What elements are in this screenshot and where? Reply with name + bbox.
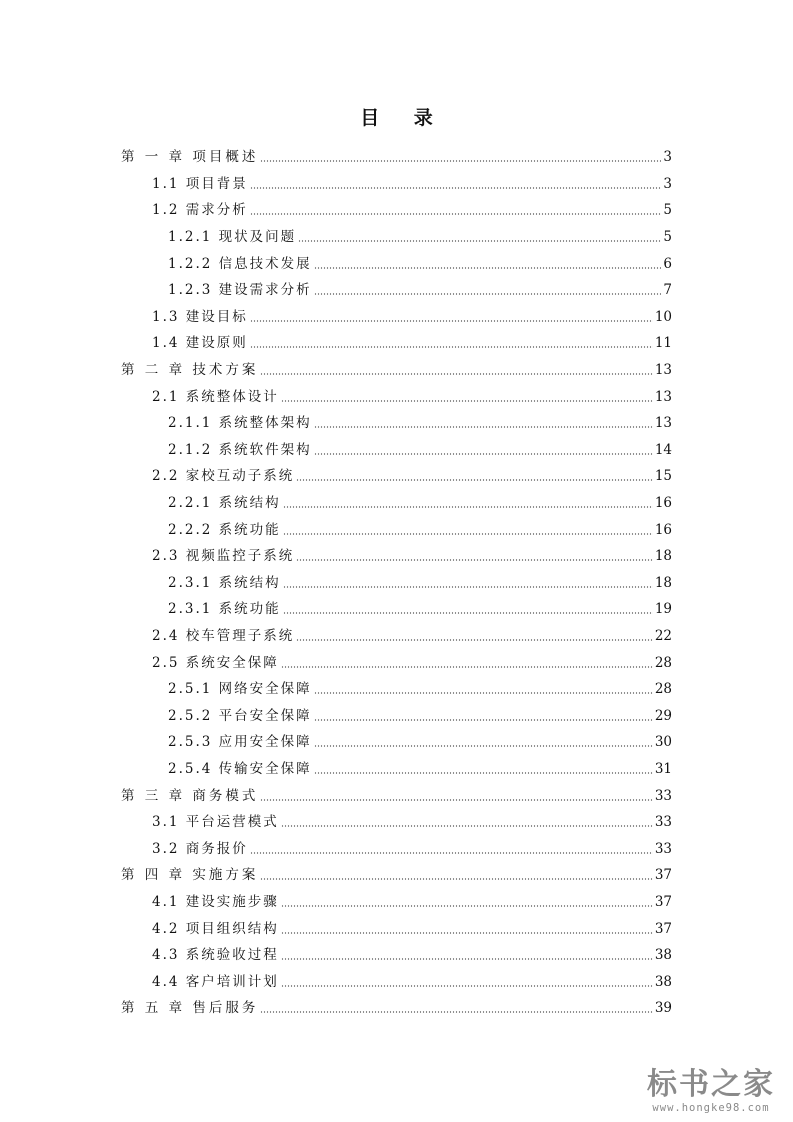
toc-entry-title: 第 三 章 商务模式 bbox=[121, 787, 259, 804]
toc-entry-page-number: 18 bbox=[654, 574, 672, 591]
toc-entry-page-number: 39 bbox=[654, 1000, 672, 1017]
dot-leader bbox=[283, 533, 653, 535]
toc-entry[interactable] bbox=[168, 729, 672, 756]
toc-entry[interactable] bbox=[168, 437, 672, 464]
dot-leader bbox=[250, 346, 653, 348]
toc-entry-title: 第 四 章 实施方案 bbox=[121, 867, 259, 884]
dot-leader bbox=[296, 639, 653, 641]
toc-entry-page-number: 16 bbox=[654, 521, 672, 538]
toc-entry[interactable] bbox=[152, 889, 672, 916]
toc-entry[interactable] bbox=[152, 809, 672, 836]
toc-entry[interactable] bbox=[152, 171, 672, 198]
toc-entry-page-number: 33 bbox=[654, 840, 672, 857]
toc-entry[interactable] bbox=[152, 197, 672, 224]
toc-entry-page-number: 3 bbox=[663, 149, 672, 166]
dot-leader bbox=[314, 719, 653, 721]
toc-entry[interactable] bbox=[168, 410, 672, 437]
dot-leader bbox=[281, 958, 653, 960]
dot-leader bbox=[281, 400, 653, 402]
toc-entry[interactable] bbox=[152, 304, 672, 331]
toc-entry-title: 1.2.2 信息技术发展 bbox=[168, 255, 312, 272]
toc-entry-title: 3.1 平台运营模式 bbox=[152, 814, 279, 831]
toc-entry[interactable] bbox=[121, 862, 672, 889]
toc-entry-title: 第 五 章 售后服务 bbox=[121, 1000, 259, 1017]
toc-entry[interactable] bbox=[152, 330, 672, 357]
toc-entry[interactable] bbox=[168, 224, 672, 251]
toc-entry-page-number: 33 bbox=[654, 814, 672, 831]
toc-entry-page-number: 6 bbox=[663, 255, 672, 272]
toc-entry-title: 2.3.1 系统结构 bbox=[168, 574, 281, 591]
toc-entry[interactable] bbox=[121, 357, 672, 384]
toc-entry-title: 1.2 需求分析 bbox=[152, 202, 248, 219]
toc-entry-title: 2.5 系统安全保障 bbox=[152, 654, 279, 671]
dot-leader bbox=[314, 453, 653, 455]
toc-entry-title: 2.5.3 应用安全保障 bbox=[168, 734, 312, 751]
toc-entry[interactable] bbox=[121, 144, 672, 171]
toc-entry[interactable] bbox=[168, 250, 672, 277]
toc-entry-page-number: 5 bbox=[663, 229, 672, 246]
toc-entry-page-number: 28 bbox=[654, 654, 672, 671]
toc-entry-title: 2.5.1 网络安全保障 bbox=[168, 681, 312, 698]
toc-entry-page-number: 13 bbox=[654, 415, 672, 432]
toc-entry-title: 2.1.2 系统软件架构 bbox=[168, 441, 312, 458]
dot-leader bbox=[283, 586, 653, 588]
toc-entry[interactable] bbox=[168, 756, 672, 783]
toc-entry[interactable] bbox=[152, 835, 672, 862]
toc-entry-page-number: 14 bbox=[654, 441, 672, 458]
dot-leader bbox=[260, 373, 652, 375]
dot-leader bbox=[281, 666, 653, 668]
toc-title: 目 录 bbox=[360, 107, 447, 129]
watermark-logo: 标书之家 bbox=[647, 1067, 775, 1102]
dot-leader bbox=[260, 799, 652, 801]
toc-entry-page-number: 22 bbox=[654, 627, 672, 644]
toc-entry-page-number: 30 bbox=[654, 734, 672, 751]
toc-entry-page-number: 37 bbox=[654, 893, 672, 910]
toc-entry-title: 4.1 建设实施步骤 bbox=[152, 893, 279, 910]
dot-leader bbox=[296, 479, 653, 481]
dot-leader bbox=[260, 878, 652, 880]
dot-leader bbox=[314, 692, 653, 694]
toc-entry-title: 4.3 系统验收过程 bbox=[152, 947, 279, 964]
toc-entry-title: 2.4 校车管理子系统 bbox=[152, 627, 295, 644]
dot-leader bbox=[283, 612, 653, 614]
watermark-url: www.hongke98.com bbox=[652, 1102, 770, 1114]
toc-entry-page-number: 16 bbox=[654, 495, 672, 512]
toc-entry-page-number: 37 bbox=[654, 867, 672, 884]
toc-entry-page-number: 3 bbox=[663, 175, 672, 192]
dot-leader bbox=[260, 1011, 652, 1013]
toc-entry-title: 2.2.2 系统功能 bbox=[168, 521, 281, 538]
toc-entry-page-number: 33 bbox=[654, 787, 672, 804]
toc-entry-title: 2.5.2 平台安全保障 bbox=[168, 707, 312, 724]
toc-entry-page-number: 38 bbox=[654, 947, 672, 964]
toc-entry-page-number: 5 bbox=[663, 202, 672, 219]
toc-entry-page-number: 11 bbox=[654, 335, 672, 352]
dot-leader bbox=[314, 426, 653, 428]
dot-leader bbox=[314, 745, 653, 747]
toc-entry-title: 2.3.1 系统功能 bbox=[168, 601, 281, 618]
toc-entry-page-number: 13 bbox=[654, 362, 672, 379]
toc-entry-page-number: 13 bbox=[654, 388, 672, 405]
toc-entry-title: 2.2.1 系统结构 bbox=[168, 495, 281, 512]
toc-entry-title: 第 二 章 技术方案 bbox=[121, 362, 259, 379]
dot-leader bbox=[250, 852, 653, 854]
dot-leader bbox=[314, 772, 653, 774]
dot-leader bbox=[250, 320, 653, 322]
toc-entry-title: 1.4 建设原则 bbox=[152, 335, 248, 352]
toc-entry-title: 2.3 视频监控子系统 bbox=[152, 548, 295, 565]
toc-entry[interactable] bbox=[152, 383, 672, 410]
dot-leader bbox=[281, 932, 653, 934]
toc-entry[interactable] bbox=[168, 676, 672, 703]
watermark bbox=[641, 1068, 781, 1114]
toc-entry[interactable] bbox=[152, 649, 672, 676]
toc-entry[interactable] bbox=[168, 490, 672, 517]
toc-entry[interactable] bbox=[152, 968, 672, 995]
toc-entry-title: 第 一 章 项目概述 bbox=[121, 149, 259, 166]
dot-leader bbox=[250, 213, 662, 215]
toc-entry-title: 2.2 家校互动子系统 bbox=[152, 468, 295, 485]
toc-entry-page-number: 18 bbox=[654, 548, 672, 565]
dot-leader bbox=[260, 160, 661, 162]
toc-entry-page-number: 7 bbox=[663, 282, 672, 299]
toc-entry-page-number: 29 bbox=[654, 707, 672, 724]
toc-entry[interactable] bbox=[168, 277, 672, 304]
dot-leader bbox=[281, 985, 653, 987]
dot-leader bbox=[296, 559, 653, 561]
toc-entry[interactable] bbox=[152, 623, 672, 650]
toc-entry-title: 2.1.1 系统整体架构 bbox=[168, 415, 312, 432]
toc-entry-title: 1.2.3 建设需求分析 bbox=[168, 282, 312, 299]
dot-leader bbox=[281, 905, 653, 907]
toc-entry-page-number: 38 bbox=[654, 973, 672, 990]
dot-leader bbox=[250, 187, 662, 189]
toc-entry[interactable] bbox=[152, 942, 672, 969]
toc-entry[interactable] bbox=[168, 596, 672, 623]
toc-entry-title: 1.3 建设目标 bbox=[152, 308, 248, 325]
toc-entry-page-number: 10 bbox=[654, 308, 672, 325]
dot-leader bbox=[314, 293, 662, 295]
toc-entry[interactable] bbox=[168, 516, 672, 543]
toc-entry[interactable] bbox=[152, 915, 672, 942]
toc-entry-title: 1.2.1 现状及问题 bbox=[168, 229, 297, 246]
toc-entry[interactable] bbox=[121, 995, 672, 1022]
toc-entry-page-number: 37 bbox=[654, 920, 672, 937]
toc-entry-page-number: 31 bbox=[654, 760, 672, 777]
toc-entry[interactable] bbox=[168, 570, 672, 597]
toc-entry[interactable] bbox=[121, 782, 672, 809]
toc-entry-title: 4.2 项目组织结构 bbox=[152, 920, 279, 937]
dot-leader bbox=[298, 240, 661, 242]
dot-leader bbox=[281, 825, 653, 827]
toc-entry-page-number: 19 bbox=[654, 601, 672, 618]
toc-entry-title: 2.1 系统整体设计 bbox=[152, 388, 279, 405]
toc-entry-title: 2.5.4 传输安全保障 bbox=[168, 760, 312, 777]
toc-entry[interactable] bbox=[152, 463, 672, 490]
toc-entry-title: 3.2 商务报价 bbox=[152, 840, 248, 857]
dot-leader bbox=[283, 506, 653, 508]
toc-entry-title: 1.1 项目背景 bbox=[152, 175, 248, 192]
toc-entry[interactable] bbox=[152, 543, 672, 570]
toc-entry-page-number: 28 bbox=[654, 681, 672, 698]
dot-leader bbox=[314, 267, 662, 269]
toc-entry-title: 4.4 客户培训计划 bbox=[152, 973, 279, 990]
table-of-contents bbox=[0, 144, 793, 1022]
toc-entry-page-number: 15 bbox=[654, 468, 672, 485]
toc-entry[interactable] bbox=[168, 702, 672, 729]
